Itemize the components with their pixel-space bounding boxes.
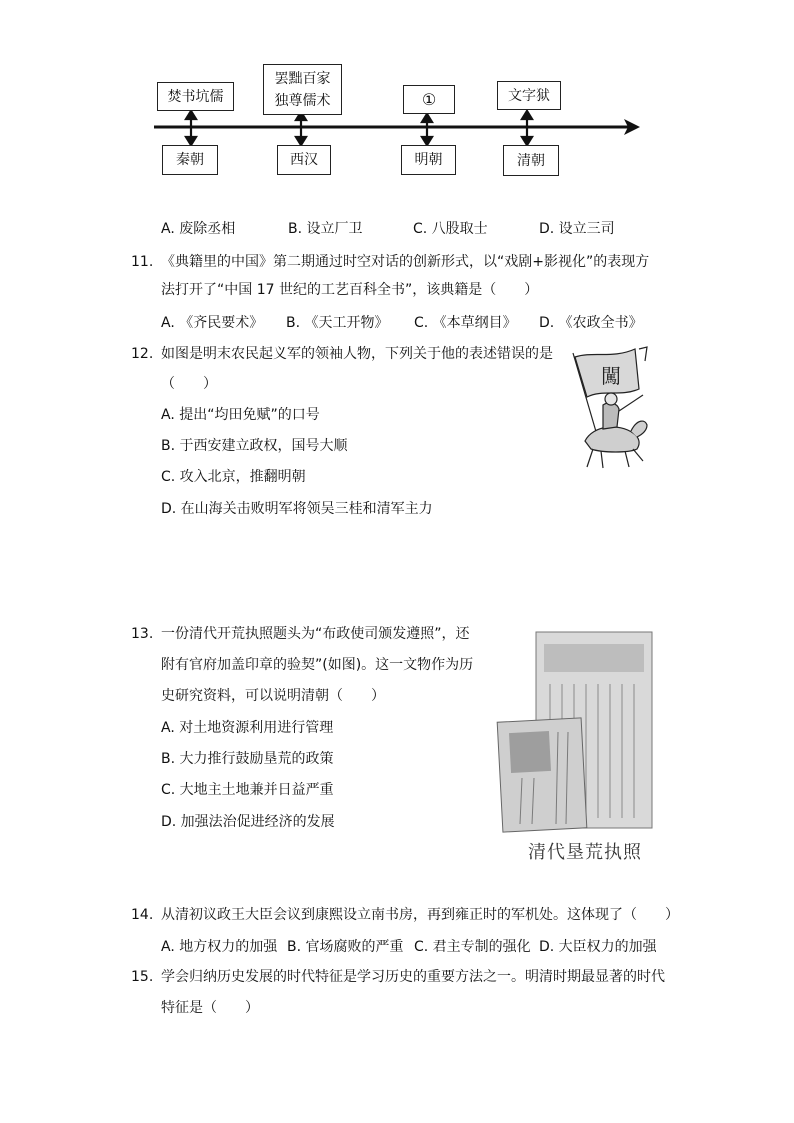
question-text: （ ）	[161, 376, 217, 392]
option-b[interactable]: B. 官场腐败的严重	[287, 939, 404, 955]
question-text: 从清初议政王大臣会议到康熙设立南书房，再到雍正时的军机处。这体现了（ ）	[161, 907, 679, 923]
question-text: 如图是明末农民起义军的领袖人物，下列关于他的表述错误的是	[161, 346, 553, 362]
timeline-event-box: ①	[403, 85, 455, 114]
option-c[interactable]: C. 君主专制的强化	[414, 939, 531, 955]
option-d[interactable]: D. 大臣权力的加强	[539, 939, 657, 955]
option-d[interactable]: D. 设立三司	[539, 221, 615, 237]
option-a[interactable]: A. 《齐民要术》	[161, 315, 264, 331]
question-text: 附有官府加盖印章的验契”(如图)。这一文物作为历	[161, 657, 474, 673]
option-c[interactable]: C. 八股取士	[413, 221, 488, 237]
license-drawing	[492, 628, 662, 866]
option-a[interactable]: A. 地方权力的加强	[161, 939, 278, 955]
question-number: 12.	[131, 346, 154, 362]
option-a[interactable]: A. 提出“均田免赋”的口号	[161, 407, 320, 423]
timeline-dynasty-box: 秦朝	[162, 145, 218, 175]
question-number: 15.	[131, 969, 154, 985]
flag-character: 闖	[601, 364, 621, 388]
question-text: 法打开了“中国 17 世纪的工艺百科全书”，该典籍是（ ）	[161, 282, 539, 298]
rebel-illustration-drawing	[563, 345, 651, 470]
question-text: 学会归纳历史发展的时代特征是学习历史的重要方法之一。明清时期最显著的时代	[161, 969, 665, 985]
option-d[interactable]: D. 在山海关击败明军将领吴三桂和清军主力	[161, 501, 433, 517]
question-number: 14.	[131, 907, 154, 923]
option-b[interactable]: B. 于西安建立政权，国号大顺	[161, 438, 348, 454]
option-d[interactable]: D. 《农政全书》	[539, 315, 643, 331]
option-b[interactable]: B. 《天工开物》	[286, 315, 389, 331]
option-b[interactable]: B. 大力推行鼓励垦荒的政策	[161, 751, 334, 767]
timeline-dynasty-box: 西汉	[277, 145, 331, 175]
question-number: 13.	[131, 626, 154, 642]
question-text: 一份清代开荒执照题头为“布政使司颁发遵照”，还	[161, 626, 470, 642]
question-text: 《典籍里的中国》第二期通过时空对话的创新形式，以“戏剧+影视化”的表现方	[161, 254, 650, 270]
license-caption: 清代垦荒执照	[528, 842, 642, 863]
timeline-dynasty-box: 明朝	[401, 145, 456, 175]
timeline-arrows	[0, 0, 794, 200]
timeline-event-box: 焚书坑儒	[157, 82, 234, 111]
land-license-photo	[492, 628, 662, 866]
question-text: 史研究资料，可以说明清朝（ ）	[161, 688, 385, 704]
option-d[interactable]: D. 加强法治促进经济的发展	[161, 814, 335, 830]
timeline-event-box: 文字狱	[497, 81, 561, 110]
option-a[interactable]: A. 对土地资源利用进行管理	[161, 720, 334, 736]
option-c[interactable]: C. 大地主土地兼并日益严重	[161, 782, 334, 798]
rebel-leader-illustration	[563, 345, 651, 470]
question-number: 11.	[131, 254, 154, 270]
option-c[interactable]: C. 攻入北京，推翻明朝	[161, 469, 306, 485]
option-b[interactable]: B. 设立厂卫	[288, 221, 363, 237]
timeline-dynasty-box: 清朝	[503, 145, 559, 176]
question-text: 特征是（ ）	[161, 1000, 259, 1016]
option-a[interactable]: A. 废除丞相	[161, 221, 236, 237]
option-c[interactable]: C. 《本草纲目》	[414, 315, 517, 331]
timeline-event-box: 罢黜百家 独尊儒术	[263, 64, 342, 115]
